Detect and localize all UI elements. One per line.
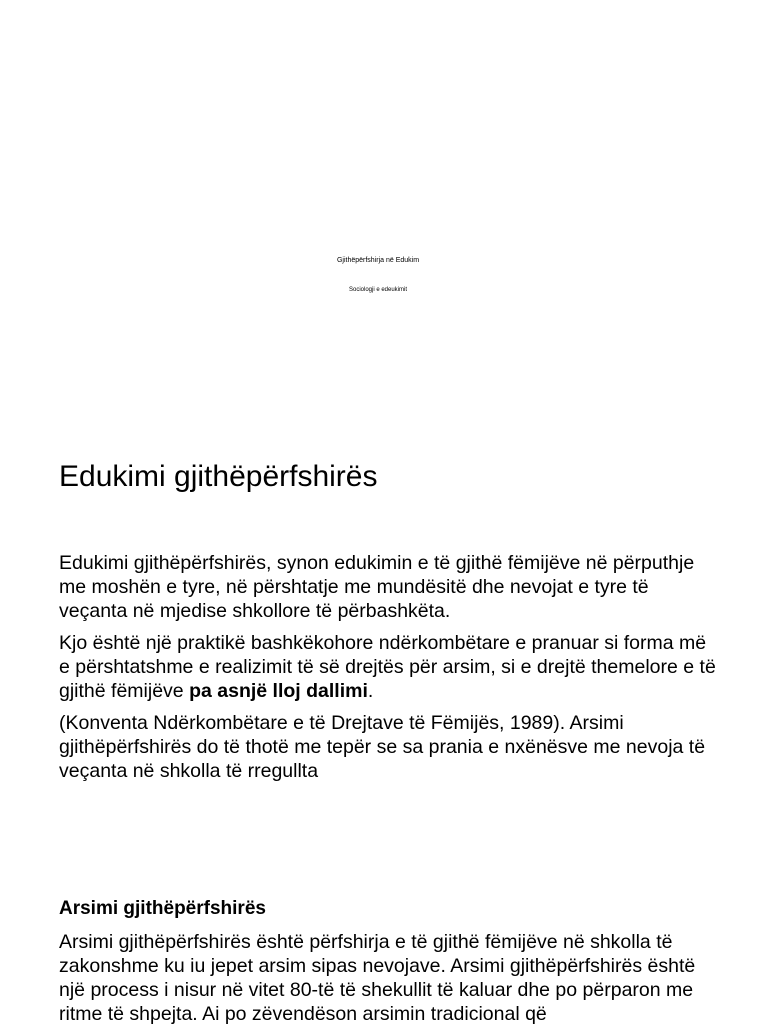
slide-heading: Edukimi gjithëpërfshirës	[59, 460, 378, 493]
body-paragraph: (Konventa Ndërkombëtare e të Drejtave të Fëmijës, 1989). Arsimi gjithëpërfshirës do të thotë me tepër se sa prania e nxënësve me nevoja të veçanta në shkolla të rregullta	[59, 712, 706, 782]
title-slide-subtitle: Sociologji e edeukimit	[348, 287, 408, 293]
body-paragraph	[59, 631, 719, 703]
body-paragraph: Arsimi gjithëpërfshirës është përfshirja e të gjithë fëmijëve në shkolla të zakonshme ku iu jepet arsim sipas nevojave. Arsimi gjithëpërfshirës është një process i nisur në vitet 80-të të shekullit të kaluar dhe po përparon me ritme të shpejta. Ai po zëvendëson arsimin tradicional që	[59, 931, 696, 1025]
body-text: Kjo është një praktikë bashkëkohore ndërkombëtare e pranuar si forma më e përshtatshme e realizimit të së drejtës për arsim, si e drejtë themelore e të gjithë fëmijëve	[59, 632, 716, 702]
slide-body	[59, 551, 719, 791]
emphasis-text: pa asnjë lloj dallimi	[189, 680, 368, 702]
title-slide-title: Gjithëpërfshirja në Edukim	[336, 257, 420, 264]
body-text: .	[367, 680, 374, 702]
body-paragraph: Edukimi gjithëpërfshirës, synon edukimin e të gjithë fëmijëve në përputhje me moshën e tyre, në përshtatje me mundësitë dhe nevojat e tyre të veçanta në mjedise shkollore të përbashkëta.	[59, 552, 695, 622]
slide-heading: Arsimi gjithëpërfshirës	[59, 898, 266, 919]
